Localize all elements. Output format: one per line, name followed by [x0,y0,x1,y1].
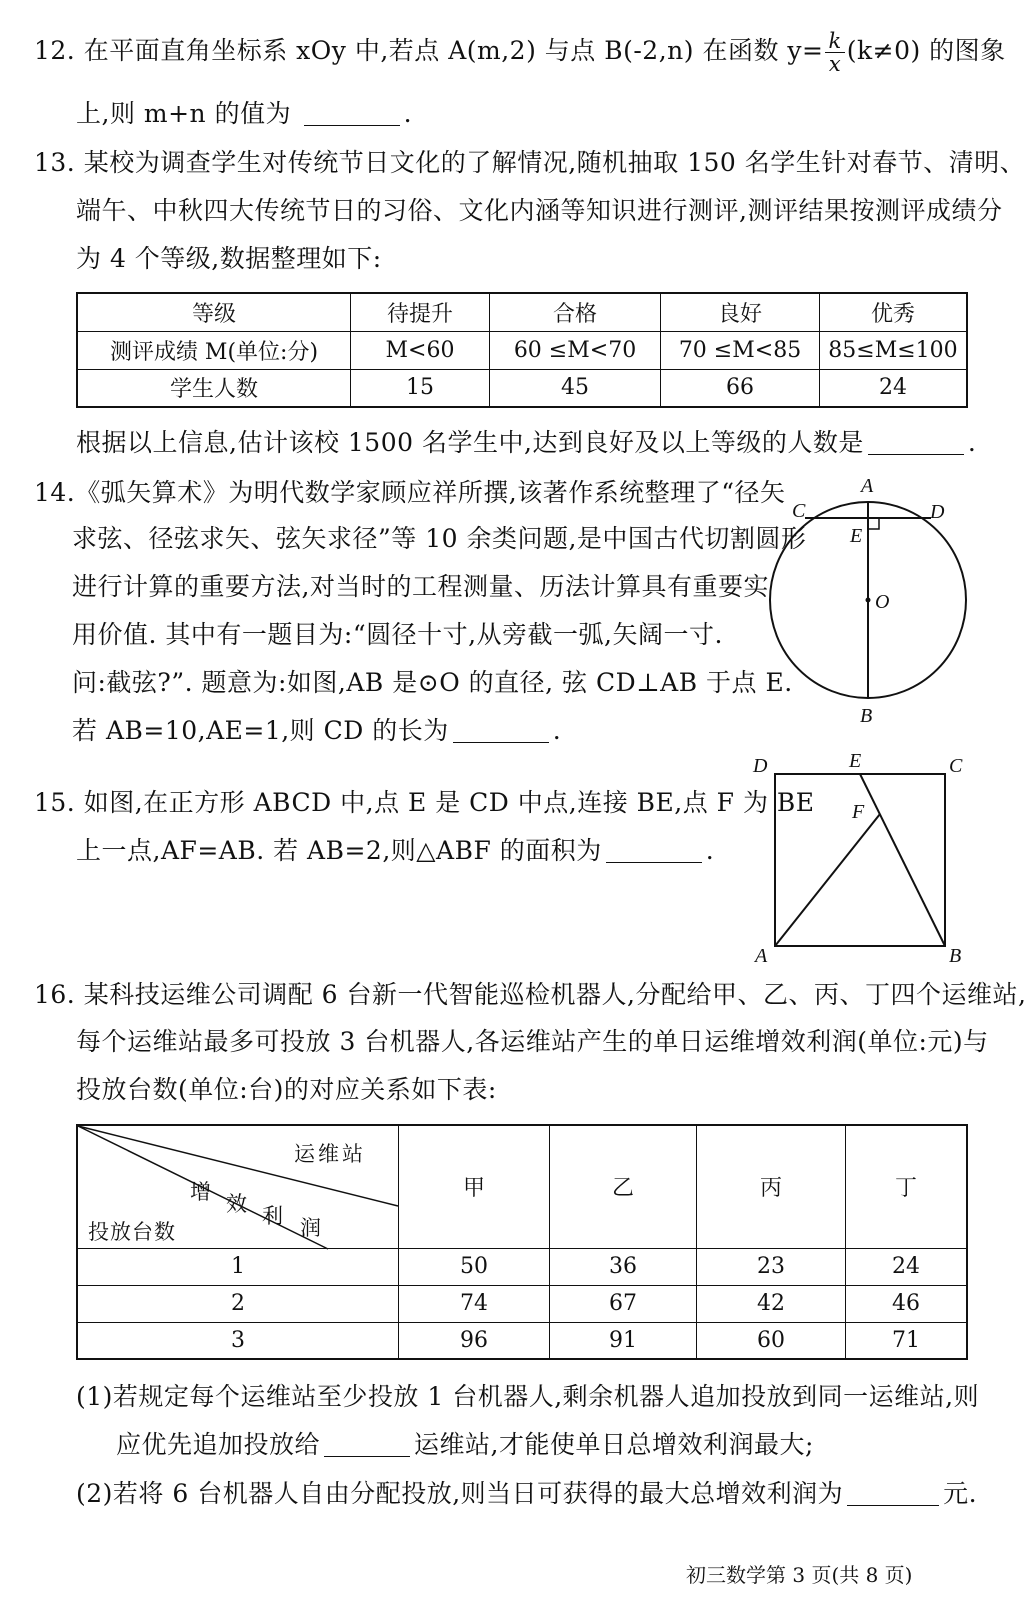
q13-score-label: 测评成绩 M(单位:分) [77,331,351,369]
cell-value: 91 [550,1322,697,1359]
q16-text-2: 每个运维站最多可投放 3 台机器人,各运维站产生的单日运维增效利润(单位:元)与 [76,1027,989,1056]
corner-char-1: 增 [190,1180,211,1204]
q16-text-1: 某科技运维公司调配 6 台新一代智能巡检机器人,分配给甲、乙、丙、丁四个运维站, [83,980,1027,1009]
q16-number: 16. [34,980,76,1009]
station-jia: 甲 [399,1125,550,1248]
q16-profit-table [76,1124,968,1360]
station-yi: 乙 [550,1125,697,1248]
label-c: C [792,500,806,522]
cell-value: 36 [550,1248,697,1285]
row-count: 2 [77,1285,399,1322]
label-o: O [875,591,890,613]
q14-line1 [34,476,786,510]
q15-line1 [34,786,815,820]
q14-text-1: 《弧矢算术》为明代数学家顾应祥所撰,该著作系统整理了“径矢 [75,478,786,507]
label-e: E [849,750,862,772]
q15-answer-blank[interactable] [606,838,702,863]
q15-square-figure [745,750,975,970]
q13-answer-blank[interactable] [868,430,964,455]
square-abcd [775,774,945,946]
q16-header-row [77,1125,967,1248]
q14-text-4: 用价值. 其中有一题目为:“圆径十寸,从旁截一弧,矢阔一寸. [72,620,723,649]
table-row [77,1322,967,1359]
q16-sub2-text-b: 元. [943,1479,978,1508]
q12-text-b: (k≠0) 的图象 [846,36,1006,65]
label-a: A [755,945,768,967]
corner-char-3: 利 [262,1204,283,1228]
q12-frac-num: k [825,30,844,53]
page-footer: 初三数学第 3 页(共 8 页) [686,1563,913,1587]
cell-value: 96 [399,1322,550,1359]
q16-sub2-answer-blank[interactable] [847,1481,939,1506]
corner-char-2: 效 [226,1192,247,1216]
q13-count-1: 15 [351,369,490,407]
q13-header-3: 良好 [661,293,820,331]
label-d: D [930,501,945,523]
q13-header-4: 优秀 [820,293,968,331]
cell-value: 71 [846,1322,968,1359]
cell-value: 60 [697,1322,846,1359]
cell-value: 50 [399,1248,550,1285]
label-a: A [861,475,874,497]
q16-sub2-text-a: (2)若将 6 台机器人自由分配投放,则当日可获得的最大总增效利润为 [76,1479,844,1508]
cell-value: 23 [697,1248,846,1285]
label-b: B [949,945,962,967]
corner-count-label: 投放台数 [88,1220,176,1244]
q13-header-2: 合格 [490,293,661,331]
label-c: C [949,755,963,777]
q14-circle-figure [760,470,980,730]
q16-corner-cell [77,1125,399,1248]
q13-score-3: 70 ≤M<85 [661,331,820,369]
q12-line1 [34,30,1006,75]
q15-line2 [76,834,714,868]
q14-text-5: 问:截弦?”. 题意为:如图,AB 是⊙O 的直径, 弦 CD⊥AB 于点 E. [72,668,793,697]
q13-header-row [77,293,967,331]
corner-char-4: 润 [300,1216,321,1240]
right-angle-mark [868,518,879,529]
q13-score-row [77,331,967,369]
q13-grade-table [76,292,968,408]
table-row [77,1248,967,1285]
q13-after [76,426,976,460]
q13-header-1: 待提升 [351,293,490,331]
label-d: D [753,755,768,777]
q12-text-2: 上,则 m+n 的值为 [76,99,292,128]
q16-sub1-text-b: 运维站,才能使单日总增效利润最大; [414,1430,814,1459]
q13-end: . [967,428,977,457]
q13-after-text: 根据以上信息,估计该校 1500 名学生中,达到良好及以上等级的人数是 [76,428,864,457]
q15-end: . [705,836,715,865]
q13-header-grade: 等级 [77,293,351,331]
segment-af [775,814,880,946]
label-e: E [850,525,863,547]
q14-text-6: 若 AB=10,AE=1,则 CD 的长为 [72,716,449,745]
q14-text-2: 求弦、径弦求矢、弦矢求径”等 10 余类问题,是中国古代切割圆形 [72,524,807,553]
cell-value: 24 [846,1248,968,1285]
q16-sub1-line1: (1)若规定每个运维站至少投放 1 台机器人,剩余机器人追加投放到同一运维站,则 [76,1382,980,1411]
q15-text-2: 上一点,AF=AB. 若 AB=2,则△ABF 的面积为 [76,836,602,865]
q12-fraction [825,30,844,75]
station-ding: 丁 [846,1125,968,1248]
q13-score-4: 85≤M≤100 [820,331,968,369]
q13-count-4: 24 [820,369,968,407]
q16-sub1-text-a: 应优先追加投放给 [116,1430,321,1459]
q14-answer-blank[interactable] [453,718,549,743]
q16-line1 [34,978,1026,1012]
cell-value: 74 [399,1285,550,1322]
center-point [866,598,871,603]
q13-score-1: M<60 [351,331,490,369]
q15-text-1: 如图,在正方形 ABCD 中,点 E 是 CD 中点,连接 BE,点 F 为 BE [83,788,815,817]
q13-text-1: 某校为调查学生对传统节日文化的了解情况,随机抽取 150 名学生针对春节、清明、 [83,148,1026,177]
q14-text-3: 进行计算的重要方法,对当时的工程测量、历法计算具有重要实 [72,572,769,601]
q13-text-2: 端午、中秋四大传统节日的习俗、文化内涵等知识进行测评,测评结果按测评成绩分 [76,196,1003,225]
q13-score-2: 60 ≤M<70 [490,331,661,369]
label-f: F [852,801,865,823]
q13-text-3: 为 4 个等级,数据整理如下: [76,244,382,273]
q16-sub1-answer-blank[interactable] [324,1432,410,1457]
q13-count-label: 学生人数 [77,369,351,407]
q15-number: 15. [34,788,76,817]
q12-end: . [403,99,413,128]
corner-station-label: 运维站 [294,1142,366,1166]
row-count: 1 [77,1248,399,1285]
segment-be [860,774,945,946]
q14-number: 14. [34,478,76,507]
q14-end: . [552,716,562,745]
q14-line6 [72,714,561,748]
cell-value: 67 [550,1285,697,1322]
q16-sub2-line [76,1477,977,1511]
q12-text-a: 在平面直角坐标系 xOy 中,若点 A(m,2) 与点 B(-2,n) 在函数 y= [83,36,824,65]
q12-frac-den: x [828,52,842,76]
station-bing: 丙 [697,1125,846,1248]
q16-text-3: 投放台数(单位:台)的对应关系如下表: [76,1075,497,1104]
q13-line1 [34,146,1025,180]
q13-count-3: 66 [661,369,820,407]
q12-answer-blank[interactable] [304,101,400,126]
cell-value: 42 [697,1285,846,1322]
row-count: 3 [77,1322,399,1359]
q12-number: 12. [34,36,76,65]
q13-count-row [77,369,967,407]
cell-value: 46 [846,1285,968,1322]
q13-count-2: 45 [490,369,661,407]
q12-line2 [76,97,412,131]
table-row [77,1285,967,1322]
label-b: B [860,705,873,727]
q13-number: 13. [34,148,76,177]
q16-sub1-line2 [116,1428,814,1462]
